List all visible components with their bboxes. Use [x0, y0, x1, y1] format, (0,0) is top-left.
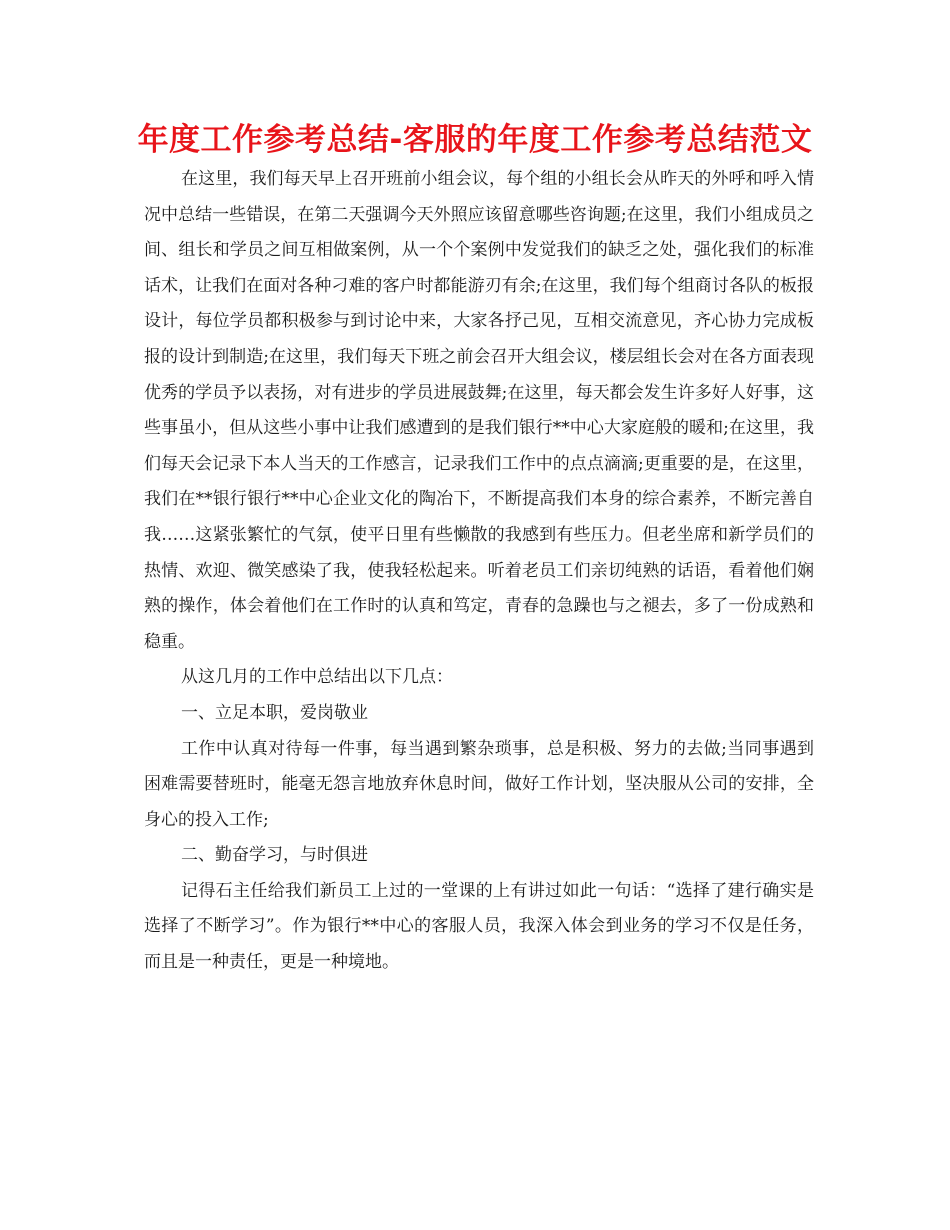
section-heading-1: 一、立足本职，爱岗敬业 [181, 702, 368, 723]
document-title: 年度工作参考总结-客服的年度工作参考总结范文 [137, 122, 813, 158]
section-heading-2: 二、勤奋学习，与时俱进 [181, 845, 368, 866]
document-body [144, 162, 814, 981]
paragraph-section-2: 记得石主任给我们新员工上过的一堂课的上有讲过如此一句话：“选择了建行确实是选择了不断学习”。作为银行**中心的客服人员，我深入体会到业务的学习不仅是任务，而且是一种责任，更是一种境地。 [144, 880, 814, 973]
paragraph-summary-lead: 从这几月的工作中总结出以下几点： [181, 667, 453, 688]
paragraph-section-1: 工作中认真对待每一件事，每当遇到繁杂琐事，总是积极、努力的去做;当同事遇到困难需要替班时，能毫无怨言地放弃休息时间，做好工作计划，坚决服从公司的安排，全身心的投入工作; [144, 738, 814, 830]
paragraph-intro: 在这里，我们每天早上召开班前小组会议，每个组的小组长会从昨天的外呼和呼入情况中总结一些错误，在第二天强调今天外照应该留意哪些咨询题;在这里，我们小组成员之间、组长和学员之间互相做案例，从一个个案例中发觉我们的缺乏之处，强化我们的标准话术，让我们在面对各种刁难的客户时都能游刃有余;在这里，我们每个组商讨各队的板报设计，每位学员都积极参与到讨论中来，大家各抒己见，互相交流意见，齐心协力完成板报的设计到制造;在这里，我们每天下班之前会召开大组会议，楼层组长会对在各方面表现优秀的学员予以表扬，对有进步的学员进展鼓舞;在这里，每天都会发生许多好人好事，这些事虽小，但从这些小事中让我们感遭到的是我们银行**中心大家庭般的暖和;在这里，我们每天会记录下本人当天的工作感言，记录我们工作中的点点滴滴;更重要的是，在这里，我们在**银行银行**中心企业文化的陶冶下，不断提高我们本身的综合素养，不断完善自我……这紧张繁忙的气氛，使平日里有些懒散的我感到有些压力。但老坐席和新学员们的热情、欢迎、微笑感染了我，使我轻松起来。听着老员工们亲切纯熟的话语，看着他们娴熟的操作，体会着他们在工作时的认真和笃定，青春的急躁也与之褪去，多了一份成熟和稳重。 [144, 169, 814, 652]
